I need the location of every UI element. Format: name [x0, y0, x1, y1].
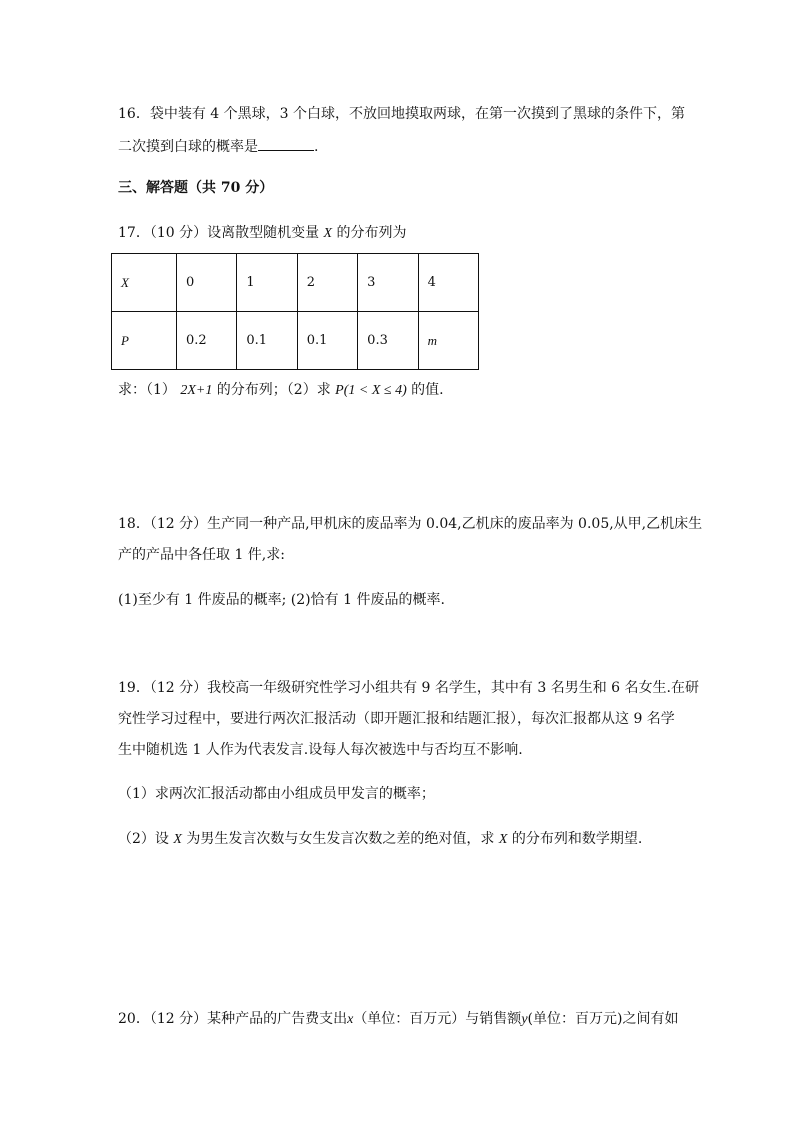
- table-cell: 2: [297, 254, 357, 312]
- q17-ask-part3: 的值.: [406, 382, 444, 398]
- table-cell: 1: [237, 254, 297, 312]
- table-cell: 0.1: [237, 312, 297, 370]
- q19-part2-var2: X: [498, 832, 508, 847]
- table-row-x: [112, 254, 479, 312]
- table-cell: 0.3: [358, 312, 418, 370]
- q17-ask-part2: 的分布列；（2）求: [212, 382, 336, 398]
- q16-line1: 16．袋中装有 4 个黑球，3 个白球，不放回地摸取两球，在第一次摸到了黑球的条件下，第: [118, 106, 685, 122]
- q16-line2-end: .: [314, 139, 319, 155]
- q18-line1: 18．（12 分）生产同一种产品,甲机床的废品率为 0.04,乙机床的废品率为 0.05,从甲,乙机床生: [118, 516, 703, 532]
- q17-ask-math2: P(1 < X ≤ 4): [335, 383, 407, 398]
- q18-line3: (1)至少有 1 件废品的概率; (2)恰有 1 件废品的概率.: [118, 592, 445, 608]
- q17-var: X: [323, 226, 333, 241]
- distribution-table: [111, 253, 479, 370]
- table-row-p: [112, 312, 479, 370]
- q17-ask-math1: 2X+1: [180, 383, 213, 398]
- table-cell: 0.2: [177, 312, 237, 370]
- q17-ask: [118, 380, 444, 401]
- q18-line2: 产的产品中各任取 1 件,求:: [118, 547, 285, 563]
- q16-line2: [118, 136, 318, 157]
- table-cell: 3: [358, 254, 418, 312]
- table-cell: m: [418, 312, 478, 370]
- q19-part2: [118, 829, 642, 850]
- q17-intro-after: 的分布列为: [332, 225, 407, 241]
- q19-part2-b: 为男生发言次数与女生发言次数之差的绝对值，求: [181, 831, 499, 847]
- q19-line2: 究性学习过程中，要进行两次汇报活动（即开题汇报和结题汇报），每次汇报都从这 9 名学: [118, 711, 675, 727]
- table-cell: X: [112, 254, 177, 312]
- q20-line1-c: (单位：百万元)之间有如: [527, 1011, 679, 1027]
- q19-part2-var1: X: [173, 832, 182, 847]
- q16-line2-text: 二次摸到白球的概率是: [118, 139, 258, 155]
- section-title: 三、解答题（共 70 分）: [118, 180, 274, 196]
- table-cell: P: [112, 312, 177, 370]
- q19-line1: 19．（12 分）我校高一年级研究性学习小组共有 9 名学生，其中有 3 名男生和 6 名女生.在研: [118, 680, 699, 696]
- q20-line1-b: （单位：百万元）与销售额: [353, 1011, 522, 1027]
- answer-blank: [258, 136, 314, 151]
- q17-ask-part1: 求：（1）: [118, 382, 181, 398]
- table-cell: 0.1: [297, 312, 357, 370]
- q20-var-x: x: [347, 1012, 354, 1027]
- q19-part1: （1）求两次汇报活动都由小组成员甲发言的概率；: [118, 786, 435, 802]
- table-cell: 0: [177, 254, 237, 312]
- q20-line1-a: 20．（12 分）某种产品的广告费支出: [118, 1011, 348, 1027]
- q19-part2-c: 的分布列和数学期望.: [507, 831, 643, 847]
- q20-var-y: y: [521, 1012, 528, 1027]
- q20-line1: [118, 1009, 678, 1030]
- table-cell: 4: [418, 254, 478, 312]
- q17-intro: [118, 223, 407, 244]
- q17-intro-before: 17．（10 分）设离散型随机变量: [118, 225, 324, 241]
- q19-line3: 生中随机选 1 人作为代表发言.设每人每次被选中与否均互不影响.: [118, 742, 523, 758]
- q19-part2-a: （2）设: [118, 831, 174, 847]
